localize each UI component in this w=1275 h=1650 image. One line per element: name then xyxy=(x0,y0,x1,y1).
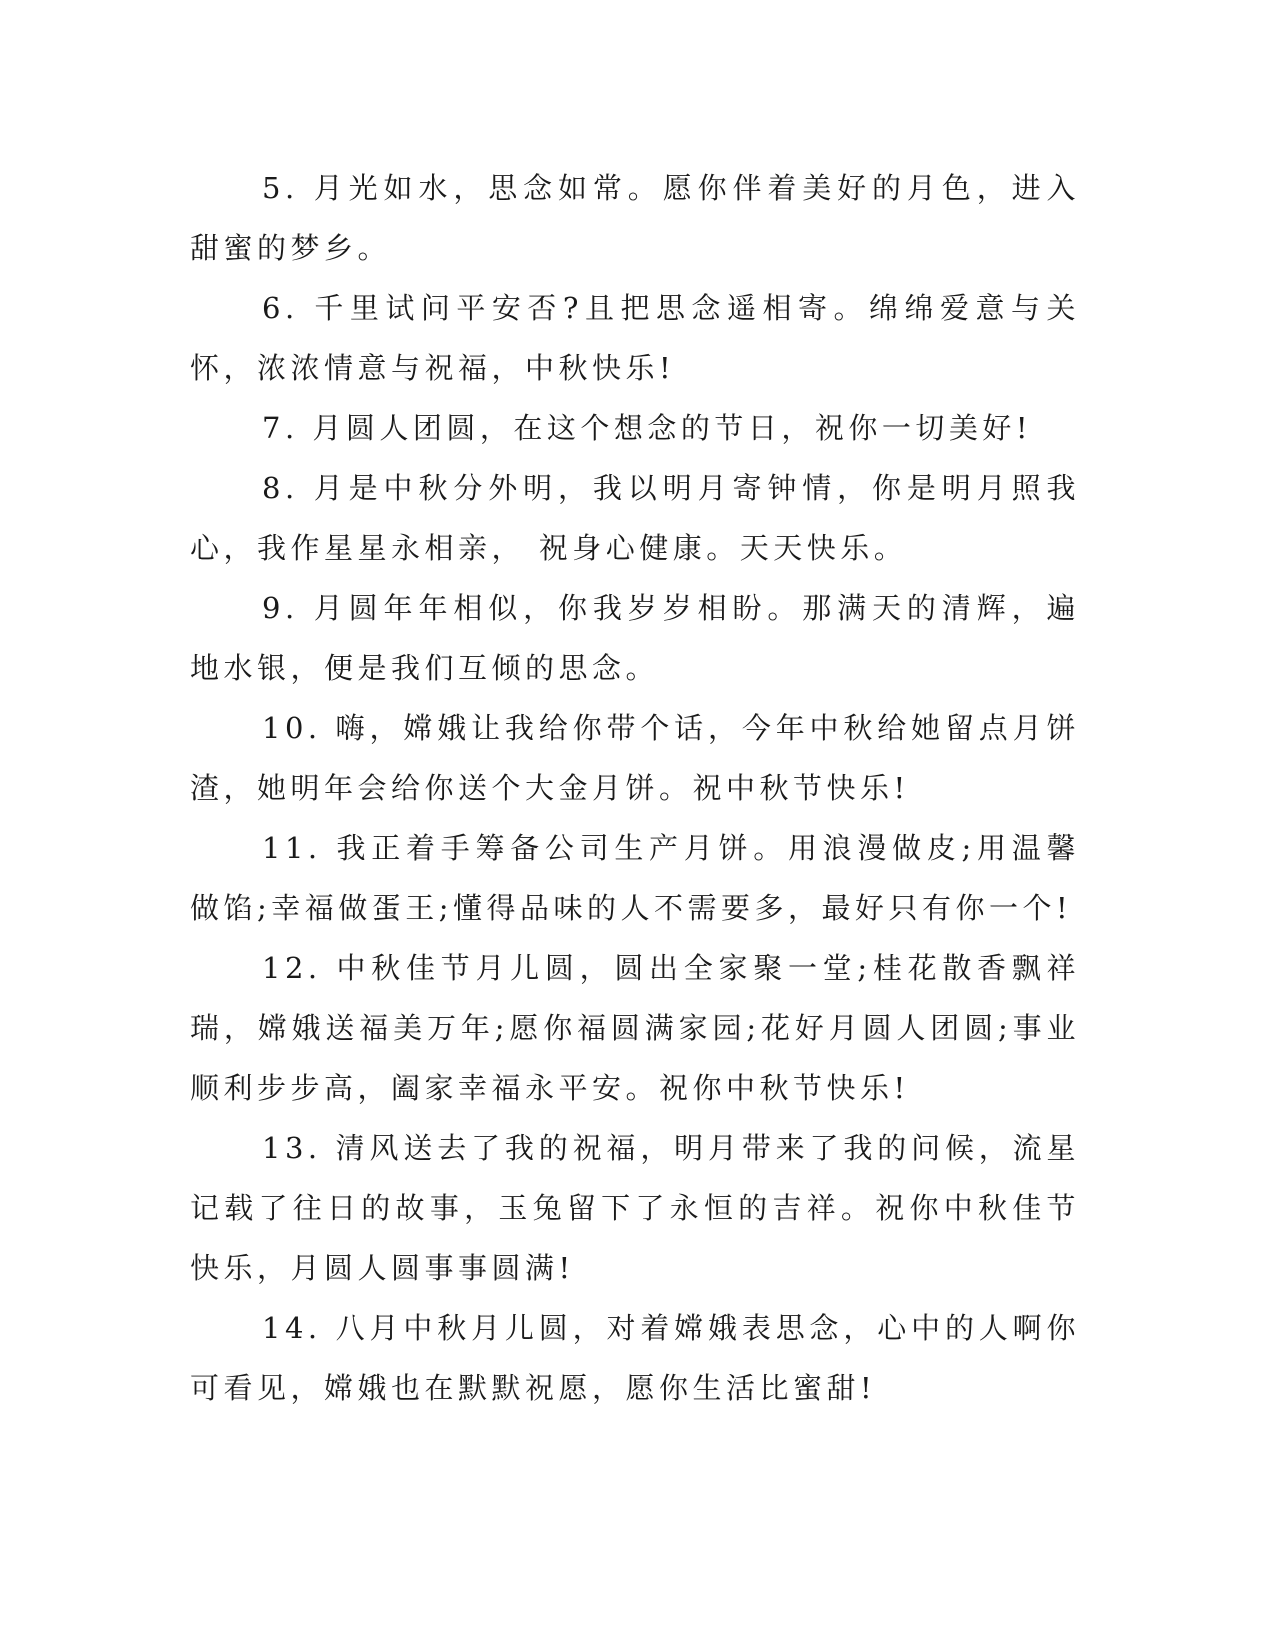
paragraph-11: 11. 我正着手筹备公司生产月饼。用浪漫做皮;用温馨做馅;幸福做蛋王;懂得品味的人不需要多，最好只有你一个! xyxy=(190,831,1080,925)
paragraph-5: 5. 月光如水，思念如常。愿你伴着美好的月色，进入甜蜜的梦乡。 xyxy=(190,171,1080,265)
paragraph-8: 8. 月是中秋分外明，我以明月寄钟情，你是明月照我心，我作星星永相亲， 祝身心健康。天天快乐。 xyxy=(190,471,1080,565)
document-body xyxy=(190,158,1080,1418)
paragraph-6: 6. 千里试问平安否?且把思念遥相寄。绵绵爱意与关怀，浓浓情意与祝福，中秋快乐! xyxy=(190,291,1080,385)
paragraph-7: 7. 月圆人团圆，在这个想念的节日，祝你一切美好! xyxy=(262,411,1033,445)
paragraph-12: 12. 中秋佳节月儿圆，圆出全家聚一堂;桂花散香飘祥瑞，嫦娥送福美万年;愿你福圆满家园;花好月圆人团圆;事业顺利步步高，阖家幸福永平安。祝你中秋节快乐! xyxy=(190,951,1080,1105)
paragraph-10: 10. 嗨，嫦娥让我给你带个话，今年中秋给她留点月饼渣，她明年会给你送个大金月饼。祝中秋节快乐! xyxy=(190,711,1080,805)
paragraph-13: 13. 清风送去了我的祝福，明月带来了我的问候，流星记载了往日的故事，玉兔留下了永恒的吉祥。祝你中秋佳节快乐，月圆人圆事事圆满! xyxy=(190,1131,1080,1285)
paragraph-14: 14. 八月中秋月儿圆，对着嫦娥表思念，心中的人啊你可看见，嫦娥也在默默祝愿，愿你生活比蜜甜! xyxy=(190,1311,1080,1405)
paragraph-9: 9. 月圆年年相似，你我岁岁相盼。那满天的清辉，遍地水银，便是我们互倾的思念。 xyxy=(190,591,1080,685)
